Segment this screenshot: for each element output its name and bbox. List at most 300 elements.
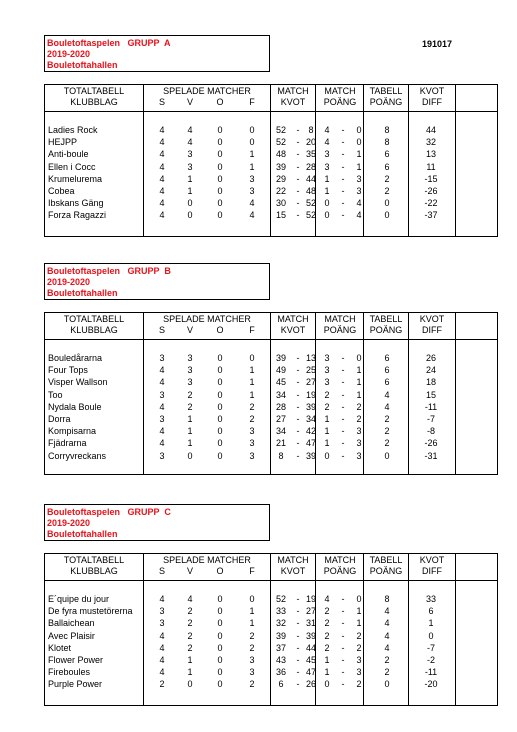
cell-k1: 15 [275, 210, 287, 221]
header-match-kvot: MATCH [277, 86, 309, 96]
cell-k2: 25 [305, 365, 317, 376]
score-separator: - [296, 401, 300, 412]
group-title: Bouletoftaspelen GRUPP C [47, 507, 171, 517]
cell-o: 0 [217, 161, 223, 172]
cell-diff: -22 [424, 198, 438, 209]
cell-o: 0 [217, 389, 223, 400]
table-row [45, 365, 497, 377]
team-name: Fireboules [48, 667, 91, 678]
cell-k2: 8 [308, 125, 314, 135]
header-s: S [158, 97, 166, 107]
cell-p1: 1 [324, 173, 330, 184]
cell-v: 1 [187, 438, 193, 449]
header-kvot: KVOT [280, 97, 306, 107]
cell-tp: 2 [384, 667, 390, 678]
cell-k1: 48 [275, 149, 287, 160]
cell-k2: 52 [305, 210, 317, 221]
score-separator: - [296, 438, 300, 449]
cell-p2: 3 [356, 655, 362, 665]
points-separator: - [341, 594, 345, 604]
cell-k1: 52 [275, 594, 287, 604]
cell-s: 4 [159, 377, 165, 388]
cell-p2: 1 [356, 377, 362, 388]
cell-k2: 52 [305, 198, 317, 209]
cell-k2: 19 [305, 389, 317, 400]
cell-s: 4 [159, 137, 165, 148]
cell-v: 3 [187, 161, 193, 172]
cell-v: 0 [187, 679, 193, 690]
cell-f: 3 [249, 438, 255, 449]
cell-p1: 3 [324, 353, 330, 363]
cell-k2: 35 [305, 149, 317, 160]
header-tabell: TABELL [369, 314, 403, 324]
header-match-kvot: MATCH [277, 314, 309, 324]
team-name: Ibskans Gäng [48, 198, 104, 209]
cell-f: 4 [249, 198, 255, 209]
cell-p1: 2 [324, 401, 330, 412]
cell-k2: 19 [305, 594, 317, 604]
score-separator: - [296, 630, 300, 641]
cell-k2: 48 [305, 186, 317, 196]
cell-diff: -15 [424, 173, 438, 184]
cell-p2: 2 [356, 630, 362, 641]
cell-o: 0 [217, 438, 223, 449]
cell-tp: 8 [384, 137, 390, 148]
cell-s: 3 [159, 606, 165, 617]
header-divider [45, 111, 497, 112]
points-separator: - [341, 149, 345, 160]
cell-k2: 42 [305, 426, 317, 437]
team-name: Corryvreckans [48, 450, 107, 461]
cell-f: 0 [249, 594, 255, 604]
table-row [45, 353, 497, 365]
header-poang: POÄNG [323, 325, 357, 335]
cell-k1: 21 [275, 438, 287, 449]
table-row [45, 631, 497, 643]
cell-tp: 2 [384, 655, 390, 665]
cell-k1: 45 [275, 377, 287, 388]
header-v: V [186, 325, 194, 335]
header-match-poang: MATCH [324, 555, 356, 565]
cell-o: 0 [217, 450, 223, 461]
table-row [45, 618, 497, 630]
cell-v: 2 [187, 606, 193, 617]
group-season: 2019-2020 [47, 49, 91, 59]
cell-o: 0 [217, 353, 223, 363]
cell-v: 3 [187, 365, 193, 376]
score-separator: - [296, 655, 300, 665]
score-separator: - [296, 426, 300, 437]
score-separator: - [296, 365, 300, 376]
cell-v: 2 [187, 642, 193, 653]
cell-k1: 29 [275, 173, 287, 184]
points-separator: - [341, 606, 345, 617]
header-tabell-poang: POÄNG [369, 97, 403, 107]
cell-k1: 30 [275, 198, 287, 209]
cell-k2: 39 [305, 630, 317, 641]
cell-tp: 6 [384, 377, 390, 388]
cell-p1: 4 [324, 125, 330, 135]
cell-p1: 4 [324, 594, 330, 604]
cell-p1: 0 [324, 450, 330, 461]
table-row [45, 667, 497, 679]
cell-tp: 4 [384, 630, 390, 641]
points-separator: - [341, 210, 345, 221]
team-name: Bouledårarna [48, 353, 103, 363]
cell-v: 1 [187, 414, 193, 424]
cell-o: 0 [217, 149, 223, 160]
cell-p1: 1 [324, 655, 330, 665]
cell-p2: 2 [356, 642, 362, 653]
cell-v: 2 [187, 401, 193, 412]
cell-o: 0 [217, 365, 223, 376]
cell-o: 0 [217, 667, 223, 678]
cell-v: 1 [187, 186, 193, 196]
cell-v: 1 [187, 426, 193, 437]
cell-k2: 20 [305, 137, 317, 148]
cell-diff: -11 [424, 401, 438, 412]
header-o: O [216, 566, 224, 576]
cell-f: 2 [249, 401, 255, 412]
cell-f: 3 [249, 450, 255, 461]
cell-k2: 39 [305, 450, 317, 461]
cell-p1: 1 [324, 667, 330, 678]
cell-o: 0 [217, 210, 223, 221]
cell-f: 3 [249, 173, 255, 184]
cell-o: 0 [217, 377, 223, 388]
cell-s: 4 [159, 173, 165, 184]
cell-k2: 34 [305, 414, 317, 424]
cell-p1: 1 [324, 426, 330, 437]
cell-f: 2 [249, 679, 255, 690]
header-v: V [186, 566, 194, 576]
table-row [45, 198, 497, 210]
header-diff: DIFF [422, 97, 442, 107]
standings-table [44, 84, 498, 237]
table-row [45, 451, 497, 463]
cell-tp: 2 [384, 426, 390, 437]
cell-f: 0 [249, 125, 255, 135]
table-row [45, 162, 497, 174]
header-kvot-diff: KVOT [419, 86, 445, 96]
cell-f: 1 [249, 377, 255, 388]
cell-s: 4 [159, 594, 165, 604]
cell-o: 0 [217, 173, 223, 184]
cell-o: 0 [217, 594, 223, 604]
cell-o: 0 [217, 630, 223, 641]
cell-p1: 3 [324, 377, 330, 388]
group-title: Bouletoftaspelen GRUPP A [47, 38, 171, 48]
group-season: 2019-2020 [47, 518, 91, 528]
header-totaltabell: TOTALTABELL [63, 555, 125, 565]
cell-o: 0 [217, 414, 223, 424]
cell-k2: 47 [305, 667, 317, 678]
table-row [45, 137, 497, 149]
header-tabell-poang: POÄNG [369, 325, 403, 335]
cell-k1: 37 [275, 642, 287, 653]
cell-s: 3 [159, 414, 165, 424]
cell-k1: 52 [275, 137, 287, 148]
score-separator: - [296, 186, 300, 196]
table-row [45, 606, 497, 618]
cell-s: 2 [159, 679, 165, 690]
table-row [45, 210, 497, 222]
cell-f: 3 [249, 667, 255, 678]
cell-diff: 1 [428, 618, 434, 629]
cell-s: 4 [159, 655, 165, 665]
cell-p1: 2 [324, 630, 330, 641]
team-name: Nydala Boule [48, 401, 102, 412]
cell-v: 0 [187, 450, 193, 461]
header-o: O [216, 325, 224, 335]
score-separator: - [296, 173, 300, 184]
cell-v: 0 [187, 198, 193, 209]
cell-o: 0 [217, 606, 223, 617]
cell-f: 4 [249, 210, 255, 221]
score-separator: - [296, 594, 300, 604]
group-title: Bouletoftaspelen GRUPP B [47, 266, 171, 276]
group-header-box [44, 263, 270, 300]
header-kvot-diff: KVOT [419, 555, 445, 565]
cell-p2: 3 [356, 667, 362, 678]
score-separator: - [296, 210, 300, 221]
points-separator: - [341, 137, 345, 148]
cell-s: 4 [159, 642, 165, 653]
cell-k1: 49 [275, 365, 287, 376]
table-row [45, 402, 497, 414]
cell-diff: -26 [424, 186, 438, 196]
cell-k2: 44 [305, 642, 317, 653]
cell-tp: 0 [384, 450, 390, 461]
header-totaltabell: TOTALTABELL [63, 86, 125, 96]
score-separator: - [296, 679, 300, 690]
points-separator: - [341, 679, 345, 690]
cell-p2: 4 [356, 198, 362, 209]
table-row [45, 426, 497, 438]
cell-f: 1 [249, 389, 255, 400]
cell-p2: 3 [356, 450, 362, 461]
cell-f: 1 [249, 618, 255, 629]
cell-diff: 13 [425, 149, 437, 160]
cell-tp: 4 [384, 618, 390, 629]
cell-k2: 28 [305, 161, 317, 172]
header-match-kvot: MATCH [277, 555, 309, 565]
score-separator: - [296, 618, 300, 629]
header-spelade-matcher: SPELADE MATCHER [163, 86, 251, 96]
points-separator: - [341, 450, 345, 461]
table-row [45, 149, 497, 161]
cell-p1: 2 [324, 642, 330, 653]
score-separator: - [296, 450, 300, 461]
cell-p1: 1 [324, 414, 330, 424]
score-separator: - [296, 606, 300, 617]
table-row [45, 594, 497, 606]
cell-k1: 34 [275, 389, 287, 400]
cell-p2: 1 [356, 365, 362, 376]
cell-diff: -2 [426, 655, 436, 665]
header-poang: POÄNG [323, 97, 357, 107]
team-name: HEJPP [48, 137, 78, 148]
cell-k1: 28 [275, 401, 287, 412]
cell-p1: 3 [324, 161, 330, 172]
cell-diff: 33 [425, 594, 437, 604]
header-poang: POÄNG [323, 566, 357, 576]
cell-s: 4 [159, 198, 165, 209]
points-separator: - [341, 161, 345, 172]
score-separator: - [296, 149, 300, 160]
table-row [45, 125, 497, 137]
cell-diff: 11 [426, 161, 436, 172]
team-name: Ballaichean [48, 618, 95, 629]
team-name: Klotet [48, 642, 72, 653]
header-diff: DIFF [422, 325, 442, 335]
points-separator: - [341, 667, 345, 678]
header-klubblag: KLUBBLAG [70, 97, 118, 107]
cell-k2: 31 [305, 618, 317, 629]
cell-p1: 2 [324, 618, 330, 629]
cell-diff: -7 [426, 414, 436, 424]
header-o: O [216, 97, 224, 107]
cell-diff: 44 [425, 125, 437, 135]
cell-tp: 4 [384, 606, 390, 617]
cell-diff: 26 [425, 353, 437, 363]
cell-tp: 4 [384, 401, 390, 412]
cell-tp: 8 [384, 125, 390, 135]
points-separator: - [341, 618, 345, 629]
cell-k1: 39 [275, 161, 287, 172]
cell-p1: 0 [324, 198, 330, 209]
team-name: Forza Ragazzi [48, 210, 107, 221]
points-separator: - [341, 642, 345, 653]
cell-s: 4 [159, 426, 165, 437]
cell-o: 0 [217, 618, 223, 629]
cell-p2: 4 [356, 210, 362, 221]
cell-tp: 8 [384, 594, 390, 604]
cell-tp: 6 [384, 365, 390, 376]
cell-tp: 4 [384, 389, 390, 400]
score-separator: - [296, 414, 300, 424]
team-name: De fyra mustetörerna [48, 606, 133, 617]
cell-k1: 39 [275, 353, 287, 363]
cell-k2: 39 [305, 401, 317, 412]
score-separator: - [296, 389, 300, 400]
header-s: S [158, 325, 166, 335]
cell-p1: 1 [324, 438, 330, 449]
cell-s: 4 [159, 365, 165, 376]
cell-diff: -7 [426, 642, 436, 653]
group-venue: Bouletoftahallen [47, 288, 118, 298]
cell-k1: 39 [275, 630, 287, 641]
table-row [45, 390, 497, 402]
header-klubblag: KLUBBLAG [70, 566, 118, 576]
cell-k1: 36 [275, 667, 287, 678]
standings-table [44, 553, 498, 706]
cell-f: 3 [249, 186, 255, 196]
cell-p1: 3 [324, 149, 330, 160]
cell-s: 4 [159, 149, 165, 160]
cell-v: 1 [187, 173, 193, 184]
cell-f: 3 [249, 426, 255, 437]
cell-o: 0 [217, 186, 223, 196]
points-separator: - [341, 353, 345, 363]
cell-f: 2 [249, 630, 255, 641]
team-name: Avec Plaisir [48, 630, 95, 641]
header-match-poang: MATCH [324, 86, 356, 96]
points-separator: - [341, 438, 345, 449]
cell-tp: 2 [384, 438, 390, 449]
cell-diff: -8 [426, 426, 436, 437]
header-tabell: TABELL [369, 555, 403, 565]
team-name: Fjädrarna [48, 438, 87, 449]
cell-k2: 44 [305, 173, 317, 184]
table-row [45, 655, 497, 667]
group-venue: Bouletoftahallen [47, 529, 118, 539]
cell-v: 0 [187, 210, 193, 221]
cell-p2: 0 [356, 125, 362, 135]
score-separator: - [296, 667, 300, 678]
points-separator: - [341, 389, 345, 400]
cell-s: 3 [159, 450, 165, 461]
cell-p2: 1 [356, 389, 362, 400]
header-spelade-matcher: SPELADE MATCHER [163, 314, 251, 324]
cell-k1: 33 [275, 606, 287, 617]
cell-p2: 1 [356, 618, 362, 629]
cell-p1: 4 [324, 137, 330, 148]
points-separator: - [341, 186, 345, 196]
cell-k1: 6 [278, 679, 284, 690]
cell-o: 0 [217, 655, 223, 665]
table-row [45, 643, 497, 655]
team-name: Dorra [48, 414, 71, 424]
cell-v: 3 [187, 149, 193, 160]
cell-diff: -37 [424, 210, 438, 221]
score-separator: - [296, 161, 300, 172]
cell-p2: 3 [356, 426, 362, 437]
table-row [45, 377, 497, 389]
cell-diff: -31 [424, 450, 438, 461]
cell-f: 1 [249, 149, 255, 160]
cell-k2: 47 [305, 438, 317, 449]
cell-o: 0 [217, 426, 223, 437]
cell-f: 0 [249, 137, 255, 148]
cell-v: 2 [187, 618, 193, 629]
team-name: Kompisarna [48, 426, 97, 437]
cell-v: 4 [187, 137, 193, 148]
cell-s: 3 [159, 618, 165, 629]
header-klubblag: KLUBBLAG [70, 325, 118, 335]
cell-p1: 2 [324, 606, 330, 617]
header-kvot-diff: KVOT [419, 314, 445, 324]
team-name: Flower Power [48, 655, 104, 665]
cell-o: 0 [217, 198, 223, 209]
cell-s: 4 [159, 438, 165, 449]
table-row [45, 186, 497, 198]
cell-v: 1 [187, 655, 193, 665]
cell-p2: 0 [356, 353, 362, 363]
cell-k2: 27 [305, 377, 317, 388]
points-separator: - [341, 125, 345, 135]
header-kvot: KVOT [280, 325, 306, 335]
cell-p2: 1 [356, 149, 362, 160]
table-row [45, 414, 497, 426]
cell-p2: 0 [356, 594, 362, 604]
cell-p1: 0 [324, 679, 330, 690]
header-f: F [249, 566, 255, 576]
cell-p2: 0 [356, 137, 362, 148]
cell-f: 2 [249, 414, 255, 424]
header-kvot: KVOT [280, 566, 306, 576]
group-season: 2019-2020 [47, 277, 91, 287]
